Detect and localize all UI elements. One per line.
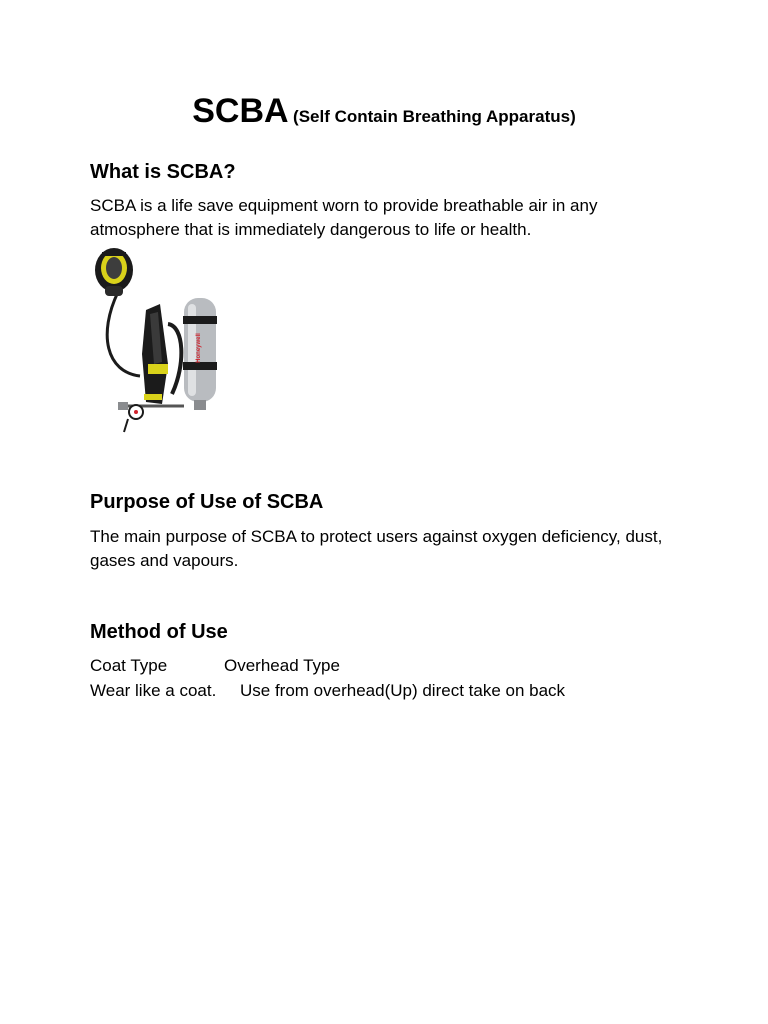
method-col1-value: Wear like a coat. (90, 681, 217, 700)
scba-equipment-illustration (88, 244, 228, 440)
method-table-header-col2 (224, 656, 340, 676)
title-subtitle: (Self Contain Breathing Apparatus) (293, 107, 576, 126)
method-table-value-col2 (240, 681, 565, 701)
heading-what-is-scba: What is SCBA? (90, 161, 236, 183)
air-cylinder (183, 298, 217, 410)
method-table-header-row (90, 656, 167, 676)
heading-method-of-use: Method of Use (90, 621, 228, 643)
face-mask (95, 248, 133, 296)
heading-purpose-of-use: Purpose of Use of SCBA (90, 491, 324, 513)
method-col2-value: Use from overhead(Up) direct take on back (240, 681, 566, 700)
pressure-gauge (118, 402, 184, 432)
scba-equipment-image (88, 244, 228, 440)
harness-backplate (142, 304, 181, 404)
cylinder-brand-label: Honeywell (196, 333, 202, 363)
method-col1-header: Coat Type (90, 656, 168, 675)
method-col2-header: Overhead Type (224, 656, 340, 675)
page-title (0, 92, 768, 131)
title-main: SCBA (192, 92, 289, 130)
paragraph-purpose-of-use: The main purpose of SCBA to protect users against oxygen deficiency, dust, gases and vapours. (90, 527, 663, 570)
paragraph-what-is-scba: SCBA is a life save equipment worn to provide breathable air in any atmosphere that is immediately dangerous to life or health. (90, 196, 598, 239)
method-table-value-row (90, 681, 216, 701)
air-hose (107, 292, 140, 376)
